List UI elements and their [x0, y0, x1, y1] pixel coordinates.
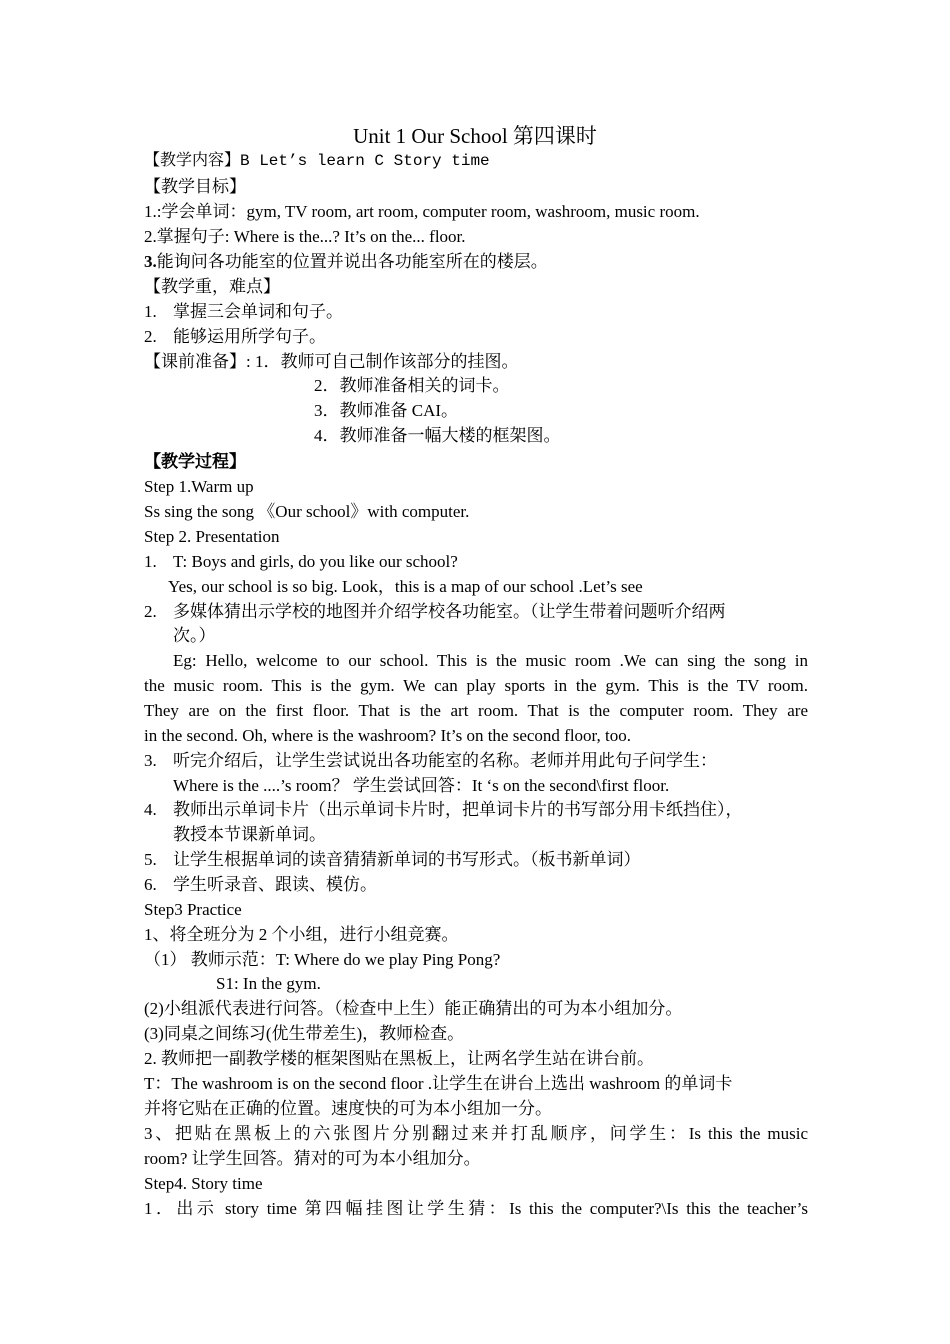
- list-number: 3.: [144, 252, 157, 271]
- text-line-story-time-1: 1．出示 story time 第四幅挂图让学生猜：Is this the computer?\Is this the teacher’s: [144, 1199, 808, 1218]
- list-number: 2.: [144, 327, 157, 346]
- text-line-sing-song: Ss sing the song 《Our school》with computer.: [144, 502, 470, 521]
- text-line-key-point-2: [144, 324, 808, 349]
- text-line-practice-1: 1、将全班分为 2 个小组，进行小组竞赛。: [144, 925, 459, 944]
- text-line-goal-1: 1.:学会单词：gym, TV room, art room, computer room, washroom, music room.: [144, 202, 700, 221]
- list-text: 学生听录音、跟读、模仿。: [173, 875, 377, 894]
- list-number: 6.: [144, 875, 157, 894]
- text-line-practice-demo: （1） 教师示范：T: Where do we play Ping Pong?: [144, 950, 501, 969]
- text-line-practice-pictures-cont: room? 让学生回答。猜对的可为本小组加分。: [144, 1149, 481, 1168]
- text-line-example-4: in the second. Oh, where is the washroom? It’s on the second floor, too.: [144, 726, 632, 745]
- list-number: 4.: [144, 800, 157, 819]
- text-line-practice-building: 2. 教师把一副教学楼的框架图贴在黑板上，让两名学生站在讲台前。: [144, 1049, 654, 1068]
- text-line-example-3: They are on the first floor. That is the art room. That is the computer room. They are: [144, 701, 808, 720]
- list-number: 3.: [144, 751, 157, 770]
- text-line-preparation-3: 3．教师准备 CAI。: [314, 401, 459, 420]
- list-text: 能够运用所学句子。: [173, 327, 326, 346]
- list-number: 1.: [144, 552, 157, 571]
- text-line-practice-3: (3)同桌之间练习(优生带差生)，教师检查。: [144, 1024, 465, 1043]
- text-line-key-point-1: [144, 299, 808, 324]
- list-text: 听完介绍后，让学生尝试说出各功能室的名称。老师并用此句子问学生：: [173, 751, 717, 770]
- text-line-teaching-goals-heading: 【教学目标】: [144, 177, 246, 196]
- list-text: 能询问各功能室的位置并说出各功能室所在的楼层。: [156, 252, 548, 271]
- list-text: T: Boys and girls, do you like our school?: [173, 552, 458, 571]
- text-line-step-3: Step3 Practice: [144, 900, 242, 919]
- text-line-goal-2: 2.掌握句子: Where is the...? It’s on the... floor.: [144, 227, 466, 246]
- text-line-preparation-1: 【课前准备】: 1．教师可自己制作该部分的挂图。: [144, 352, 519, 371]
- text-line-practice-washroom: T：The washroom is on the second floor .让学生在讲台上选出 washroom 的单词卡: [144, 1074, 733, 1093]
- text-line-preparation-4: 4．教师准备一幅大楼的框架图。: [314, 426, 561, 445]
- list-number: 1.: [144, 302, 157, 321]
- text-line-practice-answer: S1: In the gym.: [216, 974, 321, 993]
- text-line-presentation-6: [144, 872, 808, 897]
- page-title: Unit 1 Our School 第四课时: [353, 124, 597, 148]
- text-line-example-2: the music room. This is the gym. We can play sports in the gym. This is the TV room.: [144, 676, 808, 695]
- text-line-preparation-2: 2．教师准备相关的词卡。: [314, 376, 510, 395]
- text-line-presentation-4-cont: 教授本节课新单词。: [173, 825, 326, 844]
- text-line-presentation-1-cont: Yes, our school is so big. Look，this is a map of our school .Let’s see: [168, 577, 643, 596]
- list-text: 掌握三会单词和句子。: [173, 302, 343, 321]
- text-line-key-points-heading: 【教学重，难点】: [144, 277, 280, 296]
- text-line-teaching-content: 【教学内容】B Let’s learn C Story time: [144, 152, 490, 170]
- text-line-presentation-1: [144, 549, 808, 574]
- text-line-practice-washroom-cont: 并将它贴在正确的位置。速度快的可为本小组加一分。: [144, 1099, 552, 1118]
- text-line-goal-3: [144, 249, 808, 274]
- text-line-presentation-4: [144, 797, 808, 822]
- text-line-presentation-3: [144, 748, 808, 773]
- text-line-step-2: Step 2. Presentation: [144, 527, 280, 546]
- text-line-presentation-5: [144, 847, 808, 872]
- text-line-presentation-3-cont: Where is the ....’s room？ 学生尝试回答：It ‘s on the second\first floor.: [173, 776, 670, 795]
- text-line-step-4: Step4. Story time: [144, 1174, 263, 1193]
- text-line-practice-pictures: 3、把贴在黑板上的六张图片分别翻过来并打乱顺序，问学生：Is this the music: [144, 1124, 808, 1143]
- text-line-practice-2: (2)小组派代表进行问答。（检查中上生）能正确猜出的可为本小组加分。: [144, 999, 683, 1018]
- list-text: 教师出示单词卡片（出示单词卡片时，把单词卡片的书写部分用卡纸挡住），: [173, 800, 743, 819]
- text-line-presentation-2: [144, 599, 808, 624]
- list-text: 多媒体猜出示学校的地图并介绍学校各功能室。（让学生带着问题听介绍两: [173, 602, 726, 621]
- text-line-presentation-2-cont: 次。）: [173, 626, 216, 645]
- text-line-step-1: Step 1.Warm up: [144, 477, 254, 496]
- list-number: 5.: [144, 850, 157, 869]
- list-text: 让学生根据单词的读音猜猜新单词的书写形式。（板书新单词）: [173, 850, 641, 869]
- list-number: 2.: [144, 602, 157, 621]
- text-line-process-heading: 【教学过程】: [144, 452, 246, 471]
- text-line-example-1: Eg: Hello, welcome to our school. This is the music room .We can sing the song in: [173, 651, 808, 670]
